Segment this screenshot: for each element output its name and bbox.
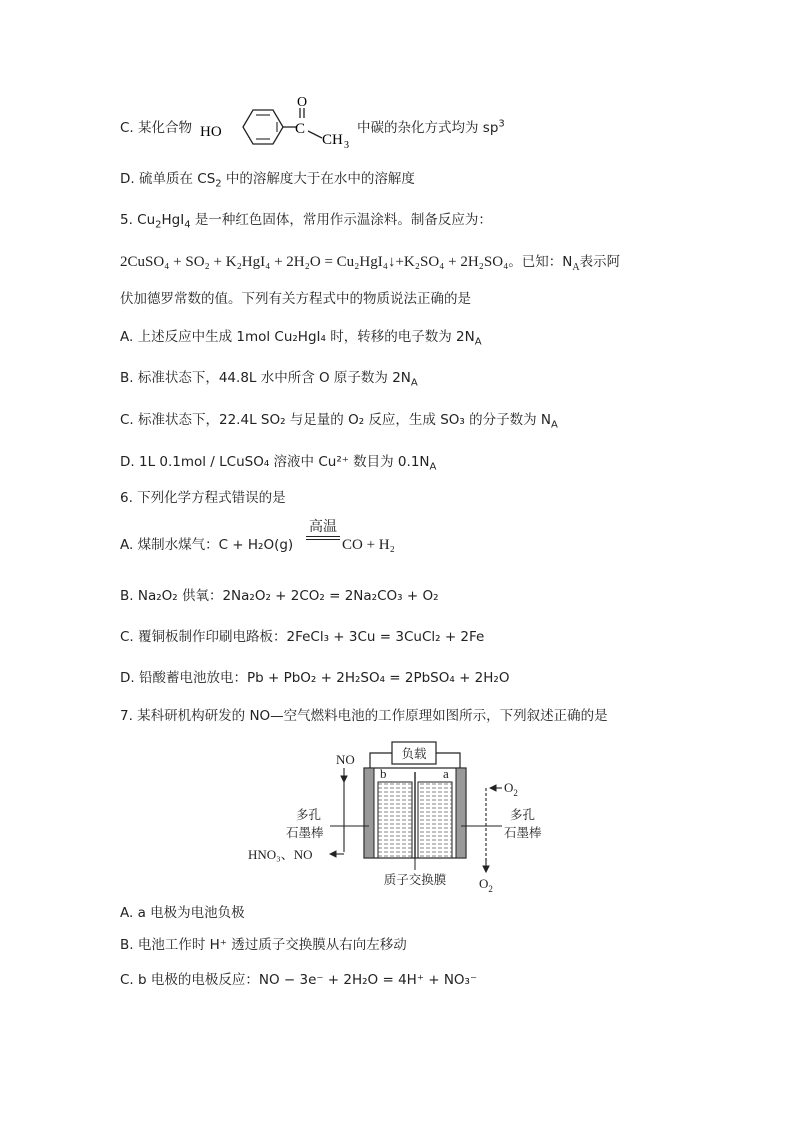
q5-eq-tail: 。已知：N (508, 254, 573, 270)
q7-option-b (120, 935, 407, 955)
q5-d-text: D. 1L 0.1mol / LCuSO₄ 溶液中 Cu²⁺ 数目为 0.1N (120, 454, 430, 470)
q6-stem-text: 6. 下列化学方程式错误的是 (120, 490, 286, 506)
q7-c-text: C. b 电极的电极反应：NO − 3e⁻ + 2H₂O = 4H⁺ + NO₃⁻ (120, 972, 478, 988)
q5-b-sub: A (410, 377, 418, 389)
q5-eq-tail-sub: A (572, 262, 580, 273)
q5-option-d (120, 452, 436, 472)
q6-b-text: B. Na₂O₂ 供氧：2Na₂O₂ + 2CO₂ = 2Na₂CO₃ + O₂ (120, 588, 439, 604)
q6-a-products-line (342, 535, 395, 555)
q4d-text-b: 中的溶解度大于在水中的溶解度 (221, 171, 415, 187)
q6-option-c (120, 627, 484, 647)
q5-stem-cont (120, 289, 471, 309)
q5-stem-c: 是一种红色固体，常用作示温涂料。制备反应为： (190, 212, 492, 228)
q5-sub-2: 2 (155, 219, 162, 231)
membrane-label: 质子交换膜 (383, 872, 447, 887)
q5-a-text: A. 上述反应中生成 1mol Cu₂HgI₄ 时，转移的电子数为 2N (120, 329, 475, 345)
struct-c: C (295, 121, 306, 137)
q5-a-sub: A (474, 336, 482, 348)
q5-stem-d: 伏加德罗常数的值。下列有关方程式中的物质说法正确的是 (120, 291, 471, 307)
q5-b-text: B. 标准状态下，44.8L 水中所含 O 原子数为 2N (120, 370, 411, 386)
q7-a-text: A. a 电极为电池负极 (120, 905, 245, 921)
q6-a-equals-bar (306, 536, 340, 540)
struct-ch: CH (322, 132, 343, 148)
q6-a-text: A. 煤制水煤气：C + H₂O(g) (120, 537, 294, 553)
q5-d-sub: A (429, 461, 437, 473)
right-chamber (418, 782, 452, 858)
q4c-prefix: C. 某化合物 (120, 120, 193, 136)
q5-equation: 2CuSO₄ + SO₂ + K₂HgI₄ + 2H₂O = Cu₂HgI₄↓+K₂SO₄ + 2H₂SO₄ (120, 254, 509, 270)
electrode-a-label: a (443, 766, 449, 781)
q4d-sub: 2 (215, 178, 222, 190)
struct-o: O (297, 96, 308, 110)
q4-option-c (120, 118, 192, 138)
q6-d-text: D. 铅酸蓄电池放电：Pb + PbO₂ + 2H₂SO₄ = 2PbSO₄ + 2H₂O (120, 670, 510, 686)
no-inlet-label: NO (336, 752, 355, 767)
hno3-outlet-label: HNO₃、NO (248, 847, 313, 862)
q5-c-sub: A (550, 419, 558, 431)
q5-stem-a: 5. Cu (120, 212, 156, 228)
left-label-2: 石墨棒 (286, 825, 324, 840)
q6-option-b (120, 586, 438, 606)
q6-stem (120, 488, 286, 508)
left-label-1: 多孔 (296, 807, 322, 822)
q7-option-a (120, 903, 245, 923)
q6-a-cond-text: 高温 (309, 519, 337, 535)
q4c-sp-sup: 3 (498, 118, 505, 130)
q5-stem-b: HgI (161, 212, 185, 228)
q5-equation-line (120, 252, 620, 272)
q5-eq-tail2: 表示阿 (579, 254, 621, 270)
q4-option-d (120, 169, 415, 189)
q6-option-d (120, 668, 509, 688)
q6-option-a (120, 535, 293, 555)
q5-option-b (120, 368, 418, 388)
o2-outlet-label: $O_2$ (479, 876, 493, 894)
q5-c-text: C. 标准状态下，22.4L SO₂ 与足量的 O₂ 反应，生成 SO₃ 的分子数为 N (120, 412, 551, 428)
q7-option-c (120, 970, 477, 990)
q4c-suffix-line (357, 118, 505, 138)
struct-ho: HO (200, 124, 222, 140)
q5-option-c (120, 410, 558, 430)
o2-inlet-label: $O_2$ (504, 780, 518, 798)
q5-stem (120, 210, 492, 230)
struct-sub3: 3 (344, 140, 349, 151)
compound-structure (198, 96, 358, 158)
q6-c-text: C. 覆铜板制作印刷电路板：2FeCl₃ + 3Cu = 3CuCl₂ + 2Fe (120, 629, 485, 645)
fuel-cell-diagram (240, 738, 560, 894)
q6-a-condition (306, 519, 340, 540)
right-label-2: 石墨棒 (504, 825, 542, 840)
right-label-1: 多孔 (510, 807, 536, 822)
q4c-suffix: 中碳的杂化方式均为 sp (357, 120, 499, 136)
load-label: 负载 (401, 746, 427, 761)
q5-sub-4: 4 (184, 219, 191, 231)
electrode-b (364, 768, 374, 858)
electrode-b-label: b (380, 766, 387, 781)
electrode-a (456, 768, 466, 858)
left-chamber (378, 782, 412, 858)
q7-stem-text: 7. 某科研机构研发的 NO—空气燃料电池的工作原理如图所示，下列叙述正确的是 (120, 708, 608, 724)
q7-b-text: B. 电池工作时 H⁺ 透过质子交换膜从右向左移动 (120, 937, 407, 953)
q7-stem (120, 706, 608, 726)
q4d-text-a: D. 硫单质在 CS (120, 171, 216, 187)
q5-option-a (120, 327, 482, 347)
q6-a-products: CO + H₂ (342, 537, 395, 553)
